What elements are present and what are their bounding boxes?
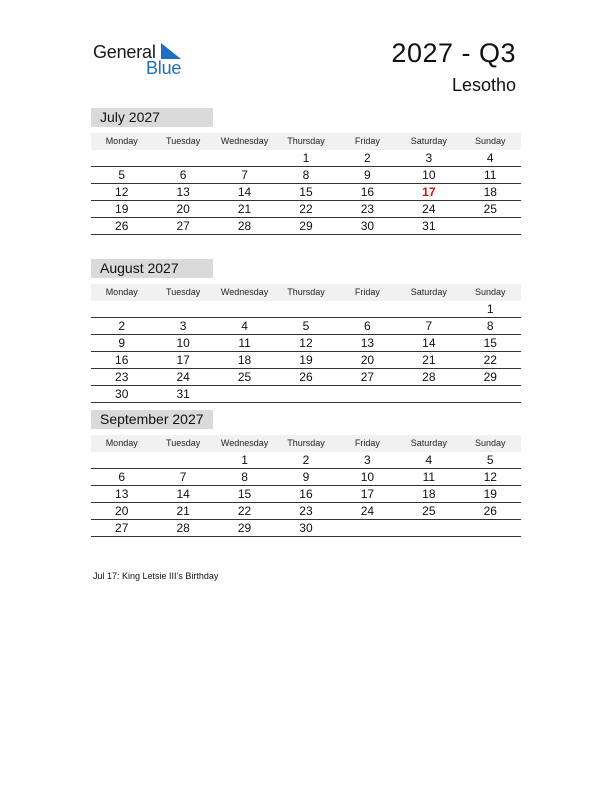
day-cell: 26 xyxy=(483,504,497,518)
weekday-label: Saturday xyxy=(410,136,447,146)
weekday-header xyxy=(91,435,521,452)
day-cell: 28 xyxy=(176,521,190,535)
day-cell: 2 xyxy=(364,151,371,165)
day-cell xyxy=(91,452,152,468)
day-cell: 22 xyxy=(483,353,497,367)
logo-triangle-icon xyxy=(161,43,181,59)
weekday-label: Friday xyxy=(354,287,380,297)
day-cell: 19 xyxy=(115,202,129,216)
day-cell: 16 xyxy=(115,353,129,367)
week-row xyxy=(91,503,521,520)
weekday-label: Saturday xyxy=(410,438,447,448)
day-cell: 9 xyxy=(118,336,126,350)
day-cell: 9 xyxy=(364,168,371,182)
weekday-label: Monday xyxy=(105,136,138,146)
day-cell xyxy=(214,150,275,166)
day-cell: 22 xyxy=(299,202,313,216)
day-cell: 18 xyxy=(422,487,436,501)
day-cell: 17 xyxy=(176,353,190,367)
day-cell: 8 xyxy=(486,319,494,333)
weekday-label: Sunday xyxy=(474,287,506,297)
day-cell: 29 xyxy=(483,370,497,384)
generalblue-logo xyxy=(93,40,193,80)
day-cell: 4 xyxy=(241,319,248,333)
day-cell: 24 xyxy=(176,370,190,384)
month-august xyxy=(91,259,521,403)
week-row xyxy=(91,335,521,352)
month-label: July 2027 xyxy=(91,108,213,127)
day-cell: 21 xyxy=(176,504,190,518)
day-cell: 29 xyxy=(237,521,252,535)
day-cell: 29 xyxy=(299,219,313,233)
day-cell: 19 xyxy=(299,353,313,367)
day-cell xyxy=(214,301,275,317)
day-cell: 30 xyxy=(115,387,129,401)
day-cell: 25 xyxy=(237,370,252,384)
weekday-label: Friday xyxy=(354,438,380,448)
week-row xyxy=(91,452,521,469)
weekday-label: Wednesday xyxy=(220,287,269,297)
month-grid xyxy=(91,452,521,537)
day-cell xyxy=(152,150,213,166)
day-cell: 12 xyxy=(483,470,497,484)
day-cell xyxy=(91,301,152,317)
month-grid xyxy=(91,301,521,403)
day-cell: 26 xyxy=(299,370,313,384)
day-cell: 11 xyxy=(422,470,436,484)
day-cell: 4 xyxy=(486,151,494,165)
page-title: 2027 - Q3 xyxy=(391,38,516,68)
day-cell: 7 xyxy=(425,319,433,333)
week-row xyxy=(91,386,521,403)
day-cell: 19 xyxy=(483,487,497,501)
week-row xyxy=(91,520,521,537)
month-label: September 2027 xyxy=(91,410,213,429)
day-cell: 31 xyxy=(422,219,436,233)
day-cell: 20 xyxy=(360,353,375,367)
day-cell: 20 xyxy=(176,202,190,216)
day-cell: 15 xyxy=(299,185,313,199)
weekday-label: Friday xyxy=(354,136,380,146)
week-row xyxy=(91,150,521,167)
logo-text-blue: Blue xyxy=(146,58,182,78)
day-cell: 7 xyxy=(241,168,248,182)
day-cell xyxy=(214,386,275,402)
weekday-label: Tuesday xyxy=(166,438,201,448)
day-cell: 24 xyxy=(360,504,375,518)
day-cell: 27 xyxy=(115,521,129,535)
day-cell xyxy=(337,520,398,536)
day-cell: 25 xyxy=(483,202,497,216)
day-cell: 14 xyxy=(422,336,436,350)
logo-text-general: General xyxy=(93,42,156,62)
day-cell: 12 xyxy=(115,185,129,199)
day-cell: 14 xyxy=(176,487,190,501)
day-cell xyxy=(337,301,398,317)
day-cell: 16 xyxy=(360,185,375,199)
week-row xyxy=(91,167,521,184)
day-cell: 26 xyxy=(115,219,129,233)
day-cell: 4 xyxy=(425,453,433,467)
weekday-label: Saturday xyxy=(410,287,447,297)
day-cell: 2 xyxy=(302,453,310,467)
day-cell: 9 xyxy=(302,470,310,484)
weekday-label: Tuesday xyxy=(166,136,201,146)
weekday-label: Monday xyxy=(105,287,138,297)
day-cell: 30 xyxy=(360,219,375,233)
day-cell: 14 xyxy=(237,185,252,199)
day-cell: 5 xyxy=(486,453,494,467)
week-row xyxy=(91,369,521,386)
day-cell: 13 xyxy=(360,336,375,350)
day-cell: 27 xyxy=(360,370,375,384)
weekday-label: Wednesday xyxy=(220,438,269,448)
day-cell: 3 xyxy=(364,453,371,467)
day-cell: 1 xyxy=(241,453,248,467)
month-july xyxy=(91,108,521,235)
weekday-label: Sunday xyxy=(474,136,506,146)
day-cell: 2 xyxy=(118,319,126,333)
week-row xyxy=(91,352,521,369)
weekday-label: Thursday xyxy=(287,287,325,297)
day-cell: 6 xyxy=(364,319,371,333)
week-row xyxy=(91,318,521,335)
holiday-notes xyxy=(93,571,218,581)
weekday-label: Thursday xyxy=(287,136,325,146)
day-cell xyxy=(460,218,521,234)
day-cell xyxy=(337,386,398,402)
day-cell: 23 xyxy=(115,370,129,384)
day-cell: 1 xyxy=(486,302,494,316)
day-cell: 10 xyxy=(422,168,436,182)
day-cell: 28 xyxy=(237,219,252,233)
day-cell: 22 xyxy=(237,504,252,518)
day-cell: 6 xyxy=(118,470,126,484)
day-cell xyxy=(275,386,336,402)
weekday-label: Thursday xyxy=(287,438,325,448)
day-cell: 8 xyxy=(302,168,310,182)
day-cell: 6 xyxy=(179,168,187,182)
day-cell: 12 xyxy=(299,336,313,350)
day-cell: 1 xyxy=(302,151,310,165)
day-cell: 23 xyxy=(299,504,313,518)
day-cell xyxy=(91,150,152,166)
weekday-label: Monday xyxy=(105,438,138,448)
day-cell: 5 xyxy=(118,168,126,182)
country-name: Lesotho xyxy=(451,75,516,95)
day-cell: 17 xyxy=(422,185,436,199)
day-cell: 18 xyxy=(237,353,252,367)
day-cell: 25 xyxy=(422,504,436,518)
weekday-label: Tuesday xyxy=(166,287,201,297)
day-cell xyxy=(152,452,213,468)
day-cell: 15 xyxy=(237,487,252,501)
day-cell xyxy=(460,386,521,402)
day-cell: 5 xyxy=(302,319,310,333)
day-cell: 13 xyxy=(115,487,129,501)
weekday-header xyxy=(91,133,521,150)
day-cell: 13 xyxy=(176,185,190,199)
day-cell: 18 xyxy=(483,185,497,199)
day-cell: 28 xyxy=(422,370,436,384)
weekday-label: Wednesday xyxy=(220,136,269,146)
day-cell: 3 xyxy=(179,319,187,333)
week-row xyxy=(91,218,521,235)
day-cell xyxy=(460,520,521,536)
day-cell: 23 xyxy=(360,202,375,216)
month-grid xyxy=(91,150,521,235)
day-cell xyxy=(275,301,336,317)
weekday-label: Sunday xyxy=(474,438,506,448)
day-cell xyxy=(398,301,459,317)
day-cell: 10 xyxy=(360,470,375,484)
day-cell: 11 xyxy=(484,168,497,182)
day-cell: 20 xyxy=(115,504,129,518)
day-cell: 31 xyxy=(176,387,190,401)
week-row xyxy=(91,486,521,503)
week-row xyxy=(91,201,521,218)
day-cell: 16 xyxy=(299,487,313,501)
month-label: August 2027 xyxy=(91,259,213,278)
holiday-note: Jul 17: King Letsie III’s Birthday xyxy=(93,571,219,581)
week-row xyxy=(91,184,521,201)
day-cell: 27 xyxy=(176,219,190,233)
day-cell: 30 xyxy=(299,521,313,535)
day-cell: 11 xyxy=(238,336,251,350)
day-cell xyxy=(398,520,459,536)
month-september xyxy=(91,410,521,537)
day-cell: 21 xyxy=(237,202,252,216)
day-cell: 3 xyxy=(425,151,433,165)
day-cell xyxy=(152,301,213,317)
day-cell: 21 xyxy=(422,353,436,367)
day-cell: 17 xyxy=(360,487,375,501)
week-row xyxy=(91,469,521,486)
day-cell xyxy=(398,386,459,402)
day-cell: 10 xyxy=(176,336,190,350)
day-cell: 15 xyxy=(483,336,497,350)
week-row xyxy=(91,301,521,318)
day-cell: 24 xyxy=(422,202,436,216)
day-cell: 8 xyxy=(241,470,248,484)
day-cell: 7 xyxy=(179,470,187,484)
weekday-header xyxy=(91,284,521,301)
